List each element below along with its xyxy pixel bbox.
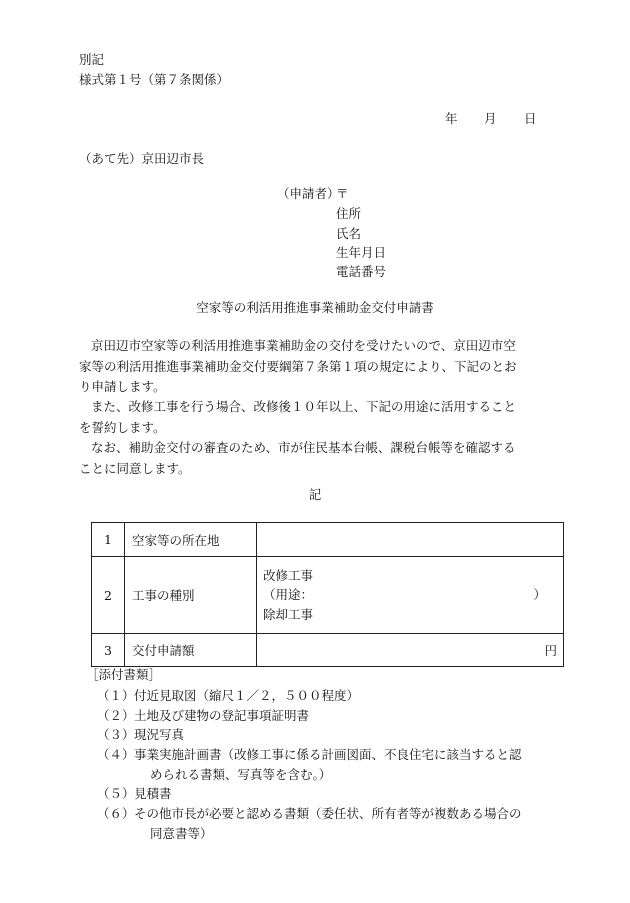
attachment-text-line: められる書類、写真等を含む。） bbox=[150, 766, 332, 782]
row-label-work-type: 工事の種別 bbox=[125, 557, 257, 634]
annex-label: 別記 bbox=[79, 52, 105, 67]
table-row bbox=[92, 523, 564, 557]
option-renovation: 改修工事 bbox=[263, 567, 314, 583]
attachment-text bbox=[134, 745, 554, 784]
row-label-location: 空家等の所在地 bbox=[125, 523, 257, 557]
form-number: 様式第１号（第７条関係） bbox=[79, 72, 230, 87]
document-title: 空家等の利活用推進事業補助金交付申請書 bbox=[196, 300, 434, 315]
attachment-number: （５） bbox=[97, 786, 135, 801]
yen-unit: 円 bbox=[544, 643, 557, 658]
addressee: （あて先）京田辺市長 bbox=[79, 151, 205, 166]
applicant-label: （申請者） bbox=[277, 186, 340, 201]
body-line: を誓約します。 bbox=[79, 419, 166, 435]
body-line: ことに同意します。 bbox=[79, 460, 191, 476]
body-paragraph-3 bbox=[79, 438, 551, 479]
body-paragraph-2 bbox=[79, 397, 551, 438]
option-demolition: 除却工事 bbox=[263, 606, 314, 622]
attachment-text-line: 事業実施計画書（改修工事に係る計画図面、不良住宅に該当すると認 bbox=[134, 747, 522, 762]
body-line: 京田辺市空家等の利活用推進事業補助金の交付を受けたいので、京田辺市空 bbox=[91, 338, 516, 353]
applicant-field-birthdate: 生年月日 bbox=[336, 245, 387, 260]
body-line: 家等の利活用推進事業補助金交付要綱第７条第１項の規定により、下記のとお bbox=[79, 358, 517, 374]
usage-open: （用途： bbox=[263, 587, 314, 603]
attachment-text-line: 同意書等） bbox=[150, 825, 213, 841]
usage-close: ） bbox=[533, 586, 546, 602]
body-line: なお、補助金交付の審査のため、市が住民基本台帳、課税台帳等を確認する bbox=[91, 440, 516, 455]
location-value-cell[interactable] bbox=[257, 523, 564, 557]
application-table bbox=[91, 522, 564, 667]
row-number: 3 bbox=[92, 634, 125, 667]
table-row bbox=[92, 557, 564, 634]
table-row bbox=[92, 634, 564, 667]
attachment-text bbox=[134, 804, 554, 843]
attachment-text-line: その他市長が必要と認める書類（委任状、所有者等が複数ある場合の bbox=[134, 806, 522, 821]
attachment-number: （４） bbox=[97, 747, 135, 762]
attachment-text: 現況写真 bbox=[134, 727, 185, 742]
row-number: 1 bbox=[92, 523, 125, 557]
attachment-text: 土地及び建物の登記事項証明書 bbox=[134, 708, 310, 723]
attachment-number: （１） bbox=[97, 688, 135, 703]
applicant-field-address: 住所 bbox=[336, 206, 362, 221]
date-year: 年 bbox=[445, 111, 458, 126]
row-number: 2 bbox=[92, 557, 125, 634]
date-month: 月 bbox=[484, 111, 497, 126]
attachment-text: 付近見取図（縮尺１／２，５００程度） bbox=[134, 688, 360, 703]
attachment-text: 見積書 bbox=[134, 786, 172, 801]
attachment-number: （２） bbox=[97, 708, 135, 723]
attachments-heading: ［添付書類］ bbox=[86, 667, 162, 682]
body-paragraph-1 bbox=[79, 336, 551, 398]
postal-mark: 〒 bbox=[336, 186, 349, 201]
row-label-amount: 交付申請額 bbox=[125, 634, 257, 667]
work-type-cell[interactable] bbox=[257, 557, 564, 634]
attachment-number: （３） bbox=[97, 727, 135, 742]
applicant-field-phone: 電話番号 bbox=[336, 264, 387, 279]
applicant-field-name: 氏名 bbox=[336, 226, 362, 241]
amount-value-cell[interactable] bbox=[257, 634, 564, 667]
body-line: り申請します。 bbox=[79, 379, 166, 394]
attachment-number: （６） bbox=[97, 806, 135, 821]
body-line: また、改修工事を行う場合、改修後１０年以上、下記の用途に活用すること bbox=[91, 399, 517, 414]
ki-heading: 記 bbox=[308, 487, 322, 502]
date-day: 日 bbox=[524, 111, 537, 126]
